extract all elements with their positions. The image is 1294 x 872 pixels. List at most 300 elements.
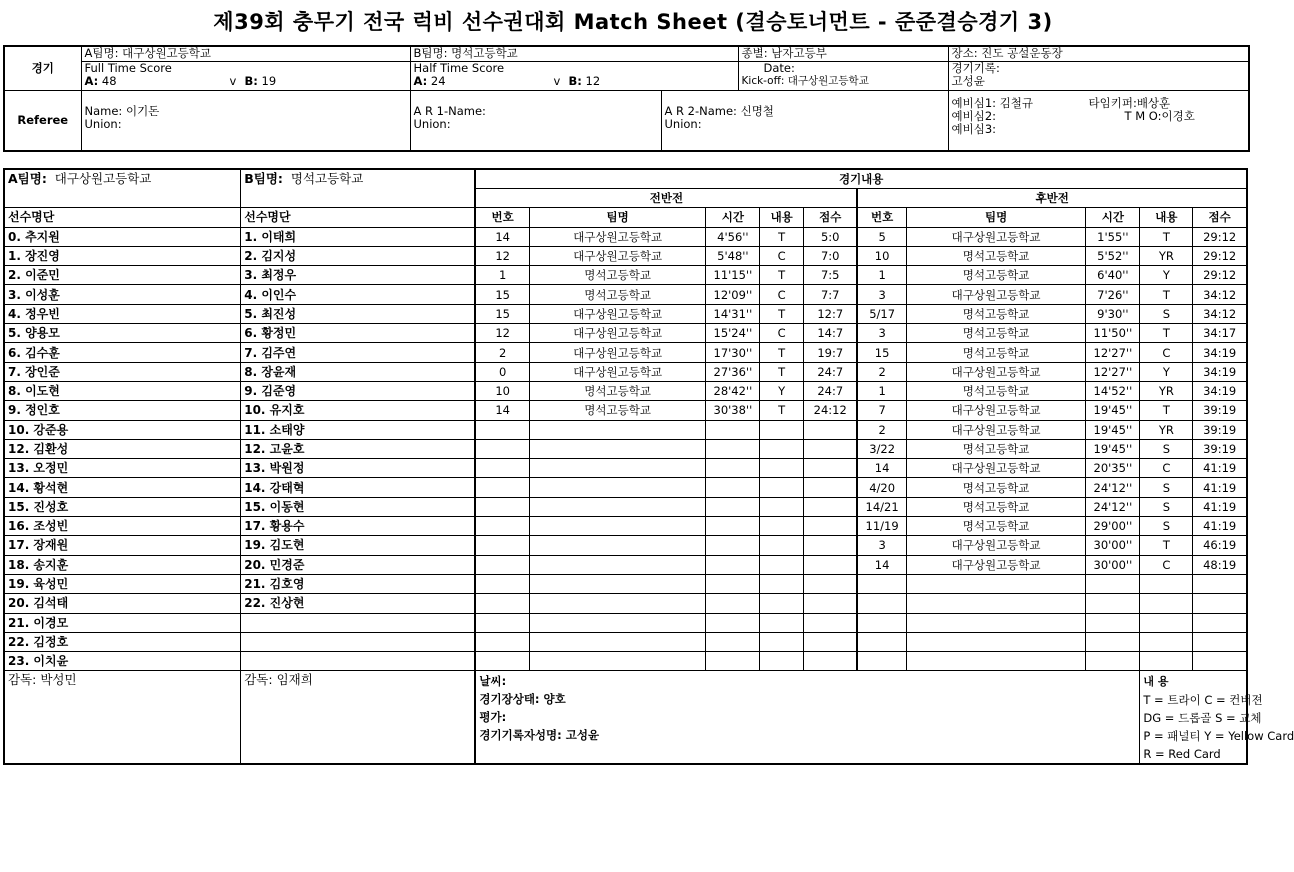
table-row	[4, 420, 1247, 439]
player-b: 12. 고윤호	[241, 439, 476, 458]
first-half-cell	[529, 574, 706, 593]
second-half-cell: T	[1140, 401, 1193, 420]
second-half-cell: 명석고등학교	[906, 324, 1086, 343]
second-half-cell: 24'12''	[1086, 497, 1140, 516]
first-half-cell: 14	[475, 401, 529, 420]
player-a: 6. 김수훈	[4, 343, 241, 362]
first-half-cell	[760, 439, 804, 458]
second-half-cell: 7	[857, 401, 906, 420]
player-b: 9. 김준영	[241, 381, 476, 400]
player-b: 7. 김주연	[241, 343, 476, 362]
player-a: 9. 정인호	[4, 401, 241, 420]
weather: 날씨:	[479, 674, 507, 689]
second-half-cell: 명석고등학교	[906, 497, 1086, 516]
first-half-cell	[803, 536, 857, 555]
tmo: T M O:이경호	[1124, 108, 1195, 123]
player-b: 13. 박원정	[241, 459, 476, 478]
second-half-cell: YR	[1140, 381, 1193, 400]
first-half-cell	[803, 632, 857, 651]
second-half-cell: 명석고등학교	[906, 343, 1086, 362]
second-half-cell: 41:19	[1193, 478, 1247, 497]
first-half-cell	[760, 478, 804, 497]
first-half-cell	[475, 420, 529, 439]
player-b	[241, 632, 476, 651]
table-row	[4, 555, 1247, 574]
table-row	[4, 285, 1247, 304]
player-a: 5. 양용모	[4, 324, 241, 343]
table-row	[4, 652, 1247, 671]
first-half-cell: 4'56''	[706, 227, 760, 246]
referee-name: Name: 이기돈	[84, 103, 160, 118]
recorder-name: 고성윤	[951, 73, 985, 88]
first-half-cell: 24:12	[803, 401, 857, 420]
second-half-cell: 48:19	[1193, 555, 1247, 574]
team-a-name: A팀명: 대구상원고등학교	[81, 46, 410, 61]
second-half-cell: 명석고등학교	[906, 439, 1086, 458]
second-half-cell: 14	[857, 459, 906, 478]
second-half-cell: 10	[857, 246, 906, 265]
half-a-value: 24	[430, 73, 446, 88]
first-half-cell: 대구상원고등학교	[529, 324, 706, 343]
team-b-value: 명석고등학교	[290, 171, 364, 186]
table-row	[4, 381, 1247, 400]
first-half-cell	[529, 459, 706, 478]
player-a: 17. 장재원	[4, 536, 241, 555]
second-half-cell: S	[1140, 517, 1193, 536]
first-half-cell: 10	[475, 381, 529, 400]
first-half-cell: 15	[475, 304, 529, 323]
first-half-cell	[760, 517, 804, 536]
column-header: 내용	[1140, 208, 1193, 227]
full-v: v	[229, 73, 237, 88]
first-half-cell	[760, 613, 804, 632]
first-half-cell	[803, 517, 857, 536]
first-half-cell	[803, 459, 857, 478]
second-half-cell	[1086, 632, 1140, 651]
second-half-label: 후반전	[857, 189, 1247, 208]
second-half-cell: 명석고등학교	[906, 381, 1086, 400]
first-half-cell	[803, 613, 857, 632]
coach-a: 감독: 박성민	[8, 672, 77, 688]
first-half-cell	[529, 439, 706, 458]
second-half-cell	[1193, 574, 1247, 593]
first-half-cell	[760, 652, 804, 671]
date-kickoff	[738, 61, 948, 90]
player-b: 21. 김호영	[241, 574, 476, 593]
second-half-cell: YR	[1140, 246, 1193, 265]
first-half-cell: 5'48''	[706, 246, 760, 265]
date-label: Date:	[763, 60, 795, 75]
first-half-cell	[760, 594, 804, 613]
player-b: 20. 민경준	[241, 555, 476, 574]
player-a: 19. 육성민	[4, 574, 241, 593]
table-row	[4, 227, 1247, 246]
reserve-3: 예비심3:	[951, 121, 997, 136]
first-half-cell: 대구상원고등학교	[529, 362, 706, 381]
first-half-cell: 12:7	[803, 304, 857, 323]
first-half-cell: C	[760, 246, 804, 265]
first-half-cell	[706, 536, 760, 555]
ar2-name: A R 2-Name: 신명철	[664, 103, 774, 118]
first-half-cell	[706, 478, 760, 497]
second-half-cell: S	[1140, 478, 1193, 497]
table-row	[4, 536, 1247, 555]
legend-line: P = 패널티 Y = Yellow Card	[1143, 729, 1294, 744]
second-half-cell	[1086, 574, 1140, 593]
first-half-cell: T	[760, 266, 804, 285]
first-half-cell: 2	[475, 343, 529, 362]
first-half-cell	[529, 420, 706, 439]
full-b-value: 19	[261, 73, 277, 88]
first-half-cell	[803, 497, 857, 516]
player-b: 1. 이태희	[241, 227, 476, 246]
second-half-cell: 명석고등학교	[906, 246, 1086, 265]
second-half-cell: S	[1140, 304, 1193, 323]
second-half-cell: 명석고등학교	[906, 517, 1086, 536]
table-row	[4, 574, 1247, 593]
column-header: 팀명	[529, 208, 706, 227]
column-header: 번호	[857, 208, 906, 227]
second-half-cell: 1	[857, 381, 906, 400]
first-half-cell	[475, 517, 529, 536]
player-a: 13. 오정민	[4, 459, 241, 478]
category: 종별: 남자고등부	[738, 46, 948, 61]
first-half-cell	[529, 497, 706, 516]
first-half-cell: 24:7	[803, 381, 857, 400]
second-half-cell: 5/17	[857, 304, 906, 323]
second-half-cell	[1140, 613, 1193, 632]
first-half-cell	[529, 594, 706, 613]
second-half-cell	[1140, 652, 1193, 671]
first-half-cell: 15'24''	[706, 324, 760, 343]
second-half-cell	[1086, 652, 1140, 671]
table-row	[4, 632, 1247, 651]
first-half-cell	[529, 652, 706, 671]
first-half-cell: 명석고등학교	[529, 401, 706, 420]
second-half-cell: YR	[1140, 420, 1193, 439]
first-half-cell	[760, 632, 804, 651]
legend	[1140, 671, 1294, 765]
half-v: v	[553, 73, 561, 88]
player-b	[241, 652, 476, 671]
second-half-cell: 29:12	[1193, 246, 1247, 265]
team-b-header	[241, 169, 476, 208]
first-half-cell	[475, 613, 529, 632]
second-half-cell: 3	[857, 536, 906, 555]
second-half-cell: 명석고등학교	[906, 478, 1086, 497]
player-a: 1. 장진영	[4, 246, 241, 265]
second-half-cell: 대구상원고등학교	[906, 459, 1086, 478]
second-half-cell: 명석고등학교	[906, 266, 1086, 285]
first-half-cell	[706, 574, 760, 593]
player-a: 14. 황석현	[4, 478, 241, 497]
first-half-cell	[803, 574, 857, 593]
second-half-cell	[857, 652, 906, 671]
ar1-name: A R 1-Name:	[413, 103, 486, 118]
coach-b: 감독: 임재희	[244, 672, 313, 688]
second-half-cell: 15	[857, 343, 906, 362]
table-row	[4, 304, 1247, 323]
second-half-cell: 3	[857, 285, 906, 304]
column-header: 팀명	[906, 208, 1086, 227]
first-half-cell	[475, 594, 529, 613]
second-half-cell	[857, 574, 906, 593]
first-half-cell	[475, 459, 529, 478]
player-a: 0. 추지원	[4, 227, 241, 246]
second-half-cell	[906, 613, 1086, 632]
player-a: 22. 김정호	[4, 632, 241, 651]
second-half-cell: T	[1140, 536, 1193, 555]
second-half-cell: 24'12''	[1086, 478, 1140, 497]
reserve-2: 예비심2:	[951, 108, 997, 123]
player-a: 20. 김석태	[4, 594, 241, 613]
first-half-cell	[529, 555, 706, 574]
player-a: 3. 이성훈	[4, 285, 241, 304]
second-half-cell: 30'00''	[1086, 536, 1140, 555]
first-half-cell	[706, 497, 760, 516]
first-half-cell: T	[760, 362, 804, 381]
first-half-cell	[706, 594, 760, 613]
second-half-cell: 대구상원고등학교	[906, 420, 1086, 439]
match-sheet-grid	[3, 168, 1294, 765]
table-row	[4, 324, 1247, 343]
venue: 장소: 진도 공설운동장	[948, 46, 1249, 61]
second-half-cell	[857, 594, 906, 613]
player-b: 10. 유지호	[241, 401, 476, 420]
second-half-cell: 20'35''	[1086, 459, 1140, 478]
half-b-label: B:	[568, 73, 582, 88]
second-half-cell	[906, 574, 1086, 593]
second-half-cell	[1140, 594, 1193, 613]
first-half-cell: 7:0	[803, 246, 857, 265]
second-half-cell: 3	[857, 324, 906, 343]
first-half-cell	[706, 439, 760, 458]
second-half-cell: 대구상원고등학교	[906, 285, 1086, 304]
timekeeper: 타임키퍼:배상훈	[1088, 95, 1171, 110]
table-row	[4, 459, 1247, 478]
legend-line: R = Red Card	[1143, 747, 1221, 762]
second-half-cell: 46:19	[1193, 536, 1247, 555]
table-row	[4, 401, 1247, 420]
ar1-union: Union:	[413, 116, 451, 131]
first-half-cell: 27'36''	[706, 362, 760, 381]
second-half-cell: 34:17	[1193, 324, 1247, 343]
player-a: 18. 송지훈	[4, 555, 241, 574]
first-half-cell: 대구상원고등학교	[529, 227, 706, 246]
first-half-cell	[475, 632, 529, 651]
player-a: 15. 진성호	[4, 497, 241, 516]
player-b: 14. 강태혁	[241, 478, 476, 497]
half-time-label: Half Time Score	[413, 60, 505, 75]
first-half-cell: 17'30''	[706, 343, 760, 362]
second-half-cell: 12'27''	[1086, 362, 1140, 381]
first-half-cell: 대구상원고등학교	[529, 246, 706, 265]
first-half-cell	[475, 652, 529, 671]
first-half-cell: 14:7	[803, 324, 857, 343]
first-half-cell	[529, 536, 706, 555]
second-half-cell: 대구상원고등학교	[906, 362, 1086, 381]
second-half-cell: 11'50''	[1086, 324, 1140, 343]
second-half-cell: 39:19	[1193, 439, 1247, 458]
recorder-label: 경기기록:	[951, 60, 1000, 75]
second-half-cell: C	[1140, 555, 1193, 574]
player-b: 4. 이인수	[241, 285, 476, 304]
first-half-cell: 0	[475, 362, 529, 381]
first-half-cell	[760, 420, 804, 439]
player-b: 3. 최정우	[241, 266, 476, 285]
second-half-cell: 30'00''	[1086, 555, 1140, 574]
second-half-cell: 34:19	[1193, 381, 1247, 400]
reserve-1: 예비심1: 김철규	[951, 95, 1034, 110]
first-half-cell	[706, 555, 760, 574]
player-a: 10. 강준용	[4, 420, 241, 439]
roster-b-header: 선수명단	[241, 208, 476, 227]
ar2-union: Union:	[664, 116, 702, 131]
first-half-cell	[529, 632, 706, 651]
second-half-cell: 2	[857, 420, 906, 439]
first-half-cell	[475, 497, 529, 516]
second-half-cell: T	[1140, 324, 1193, 343]
second-half-cell: 14	[857, 555, 906, 574]
first-half-cell	[706, 632, 760, 651]
match-label: 경기	[4, 46, 81, 90]
first-half-cell: 15	[475, 285, 529, 304]
table-row	[4, 266, 1247, 285]
first-half-cell: 11'15''	[706, 266, 760, 285]
first-half-cell	[706, 517, 760, 536]
player-b: 11. 소태양	[241, 420, 476, 439]
match-content-label: 경기내용	[475, 169, 1247, 189]
second-half-cell: Y	[1140, 362, 1193, 381]
second-half-cell: 1	[857, 266, 906, 285]
first-half-cell	[803, 478, 857, 497]
first-half-cell	[803, 439, 857, 458]
player-a: 16. 조성빈	[4, 517, 241, 536]
first-half-cell: 24:7	[803, 362, 857, 381]
second-half-cell: Y	[1140, 266, 1193, 285]
first-half-cell: 7:7	[803, 285, 857, 304]
second-half-cell: 41:19	[1193, 459, 1247, 478]
first-half-cell: 12	[475, 324, 529, 343]
player-a: 7. 장인준	[4, 362, 241, 381]
legend-line: DG = 드롭골 S = 교체	[1143, 711, 1262, 726]
column-header: 번호	[475, 208, 529, 227]
second-half-cell	[906, 632, 1086, 651]
first-half-cell: 28'42''	[706, 381, 760, 400]
second-half-cell: 11/19	[857, 517, 906, 536]
legend-title: 내 용	[1143, 675, 1169, 689]
second-half-cell: 1'55''	[1086, 227, 1140, 246]
player-b	[241, 613, 476, 632]
first-half-cell: 12	[475, 246, 529, 265]
first-half-cell: C	[760, 285, 804, 304]
second-half-cell: 39:19	[1193, 401, 1247, 420]
first-half-cell: T	[760, 401, 804, 420]
second-half-cell: 14/21	[857, 497, 906, 516]
first-half-cell: 대구상원고등학교	[529, 343, 706, 362]
half-b-value: 12	[585, 73, 601, 88]
first-half-cell: 5:0	[803, 227, 857, 246]
recorder-cell	[948, 61, 1249, 90]
player-a: 2. 이준민	[4, 266, 241, 285]
first-half-cell: 1	[475, 266, 529, 285]
player-b: 2. 김지성	[241, 246, 476, 265]
page-title: 제39회 충무기 전국 럭비 선수권대회 Match Sheet (결승토너먼트 - 준준결승경기 3)	[213, 10, 1053, 34]
player-a: 4. 정우빈	[4, 304, 241, 323]
first-half-cell	[529, 478, 706, 497]
player-b: 19. 김도현	[241, 536, 476, 555]
second-half-cell: 5'52''	[1086, 246, 1140, 265]
second-half-cell	[1086, 613, 1140, 632]
half-a-label: A:	[413, 73, 428, 88]
second-half-cell: 대구상원고등학교	[906, 555, 1086, 574]
table-row	[4, 517, 1247, 536]
first-half-cell	[706, 652, 760, 671]
table-row	[4, 497, 1247, 516]
second-half-cell: 41:19	[1193, 497, 1247, 516]
second-half-cell: 34:19	[1193, 343, 1247, 362]
first-half-cell	[760, 555, 804, 574]
second-half-cell: 29:12	[1193, 227, 1247, 246]
player-a: 21. 이경모	[4, 613, 241, 632]
first-half-cell: 명석고등학교	[529, 285, 706, 304]
first-half-cell: Y	[760, 381, 804, 400]
full-time-score	[81, 61, 410, 90]
first-half-label: 전반전	[475, 189, 857, 208]
player-b: 17. 황용수	[241, 517, 476, 536]
second-half-cell: 29'00''	[1086, 517, 1140, 536]
referee-label: Referee	[4, 90, 81, 151]
table-row	[4, 439, 1247, 458]
second-half-cell	[906, 652, 1086, 671]
column-header: 내용	[760, 208, 804, 227]
second-half-cell: 6'40''	[1086, 266, 1140, 285]
team-a-header	[4, 169, 241, 208]
player-b: 6. 황정민	[241, 324, 476, 343]
half-time-score	[410, 61, 738, 90]
second-half-cell	[1140, 574, 1193, 593]
second-half-cell: 3/22	[857, 439, 906, 458]
first-half-cell	[706, 420, 760, 439]
first-half-cell: T	[760, 343, 804, 362]
first-half-cell: 14'31''	[706, 304, 760, 323]
full-b-label: B:	[244, 73, 258, 88]
player-b: 22. 진상현	[241, 594, 476, 613]
table-row	[4, 246, 1247, 265]
first-half-cell	[760, 459, 804, 478]
second-half-cell: T	[1140, 227, 1193, 246]
first-half-cell	[760, 497, 804, 516]
second-half-cell: 대구상원고등학교	[906, 227, 1086, 246]
second-half-cell: 29:12	[1193, 266, 1247, 285]
first-half-cell	[529, 517, 706, 536]
first-half-cell: 14	[475, 227, 529, 246]
column-header: 시간	[1086, 208, 1140, 227]
second-half-cell	[857, 632, 906, 651]
second-half-cell: 41:19	[1193, 517, 1247, 536]
player-a: 12. 김환성	[4, 439, 241, 458]
first-half-cell	[803, 420, 857, 439]
roster-a-header: 선수명단	[4, 208, 241, 227]
team-a-value: 대구상원고등학교	[54, 171, 152, 186]
kickoff: Kick-off: 대구상원고등학교	[741, 74, 869, 87]
second-half-cell: 34:19	[1193, 362, 1247, 381]
evaluation: 평가:	[479, 710, 507, 725]
second-half-cell: 7'26''	[1086, 285, 1140, 304]
record-author: 경기기록자성명: 고성윤	[479, 728, 600, 743]
first-half-cell	[803, 652, 857, 671]
first-half-cell	[803, 594, 857, 613]
